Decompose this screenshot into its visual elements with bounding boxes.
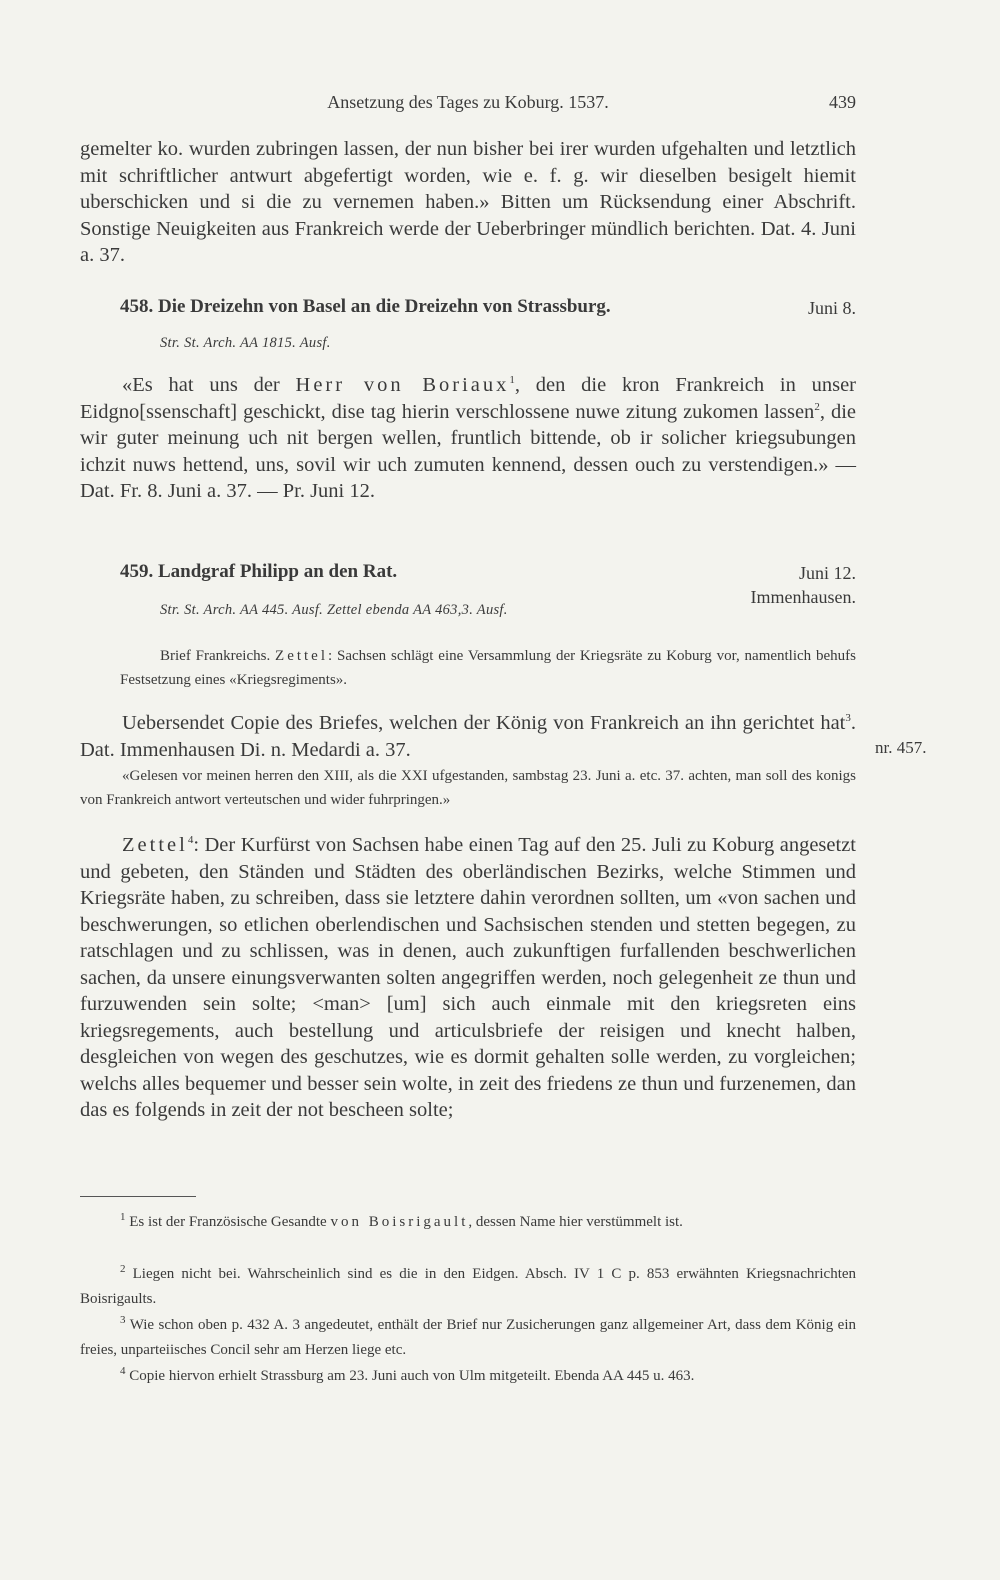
footnote-ref-1: 1 <box>509 374 515 387</box>
regest-start: Brief Frankreichs. <box>160 648 276 664</box>
continued-paragraph <box>80 136 856 269</box>
footnote-1-text-before: Es ist der Französische Gesandte <box>129 1214 331 1230</box>
zettel-body <box>80 832 856 1124</box>
footnote-divider <box>80 1196 196 1197</box>
doc-458-text-mid: , den die kron Frankreich in unser Eidgno[ssenschaft] geschickt, dise tag hierin verschlossene nuwe zitung zukomen lassen <box>80 374 856 423</box>
zettel-label: Zettel <box>122 834 188 856</box>
doc-459-title: 459. Landgraf Philipp an den Rat. <box>120 561 398 582</box>
footnote-1-text-after: , dessen Name hier verstümmelt ist. <box>468 1214 683 1230</box>
doc-458-text <box>80 372 856 505</box>
doc-459-text <box>80 710 856 763</box>
running-title: Ansetzung des Tages zu Koburg. 1537. <box>327 92 609 112</box>
doc-458-text-start: «Es hat uns der <box>122 374 296 396</box>
doc-459-body <box>80 710 856 763</box>
doc-459-text-start: Uebersendet Copie des Briefes, welchen der König von Frankreich an ihn gerichtet hat <box>122 712 846 734</box>
footnote-3 <box>80 1313 856 1363</box>
footnote-2-text: Liegen nicht bei. Wahrscheinlich sind es die in den Eidgen. Absch. IV 1 C p. 853 erwähnten Kriegsnachrichten Boisrigaults. <box>80 1266 857 1307</box>
footnote-1-spaced-name: von Boisrigault <box>330 1214 469 1230</box>
doc-458-heading <box>120 296 856 318</box>
doc-458-person-name: Herr von Boriaux <box>295 374 510 396</box>
zettel-content: : Der Kurfürst von Sachsen habe einen Tag auf den 25. Juli zu Koburg angesetzt und gebeten, den Ständen und Städten des oberländischen Bezirks, welche Stimmen und Kriegsräte haben, zu schreiben, dass sie letztere dahin verordnen sollten, um «von sachen und beschwerungen, so etlichen oberlendischen und Sachsischen stenden und stetten begegen, zu ratschlagen und zu schlissen, was in denen, auch zukunftigen furfallenden beschwerlichen sachen, da unsere einungsverwanten solten angegriffen werden, noch gelegenheit ze thun und furzuwenden sein solte; <man> [um] sich auch einmale mit den kriegsreten eins kriegsregements, auch bestellung und articulsbriefe der reisigen und knecht halben, desgleichen von wegen des geschutzes, wie es dormit gehalten solle werden, zu vorgleichen; welchs alles bequemer und besser sein wolte, in zeit des friedens ze thun und furzenemen, dan das es folgends in zeit der not bescheen solte; <box>80 834 856 1121</box>
doc-458-body <box>80 372 856 505</box>
footnote-1-number: 1 <box>120 1211 126 1223</box>
doc-458-text-end: , die wir guter meinung uch nit bergen wellen, fruntlich bittende, ob ir solicher kriegsubungen ichzit nuws hettend, uns, sovil wir uch zumuten kennend, dessen ouch zu verstendigen.» — Dat. Fr. 8. Juni a. 37. — Pr. Juni 12. <box>80 400 856 502</box>
footnote-4 <box>80 1364 856 1389</box>
doc-459-source: Str. St. Arch. AA 445. Ausf. Zettel ebenda AA 463,3. Ausf. <box>160 602 508 618</box>
footnote-ref-4: 4 <box>187 834 194 847</box>
doc-458-title: 458. Die Dreizehn von Basel an die Dreizehn von Strassburg. <box>120 296 611 317</box>
footnote-3-number: 3 <box>120 1314 126 1326</box>
margin-reference: nr. 457. <box>875 738 927 757</box>
footnote-1 <box>80 1210 856 1235</box>
footnote-3-text: Wie schon oben p. 432 A. 3 angedeutet, enthält der Brief nur Zusicherungen ganz allgemeiner Art, dass dem König ein freies, unparteiisches Concil sehr am Herzen liege etc. <box>80 1317 856 1358</box>
doc-459-regest <box>120 644 856 692</box>
doc-459-date-place <box>751 561 856 609</box>
doc-459-heading <box>120 561 856 607</box>
doc-459-date: Juni 12. <box>798 563 856 583</box>
footnote-4-text: Copie hiervon erhielt Strassburg am 23. Juni auch von Ulm mitgeteilt. Ebenda AA 445 u. 463. <box>129 1368 695 1384</box>
doc-459-text-end: . Dat. Immenhausen Di. n. Medardi a. 37. <box>80 712 856 761</box>
page-number: 439 <box>829 92 856 112</box>
footnote-ref-2: 2 <box>814 400 820 413</box>
doc-459-place: Immenhausen. <box>750 587 856 607</box>
regest-zettel: Zettel <box>275 648 329 664</box>
running-header <box>80 92 856 118</box>
footnote-2-number: 2 <box>120 1263 126 1275</box>
footnote-2 <box>80 1262 856 1312</box>
regest-end: : Sachsen schlägt eine Versammlung der Kriegsräte zu Koburg vor, namentlich behufs Festsetzung eines «Kriegsregiments». <box>120 648 856 688</box>
zettel-text <box>80 832 856 1124</box>
footnote-ref-3: 3 <box>845 712 851 725</box>
reading-note: «Gelesen vor meinen herren den XIII, als die XXI ufgestanden, sambstag 23. Juni a. etc. 37. achten, man soll des konigs von Frankreich antwort verteutschen und wider fuhrpringen.» <box>80 768 856 808</box>
doc-458-date: Juni 8. <box>807 298 856 318</box>
doc-458-source: Str. St. Arch. AA 1815. Ausf. <box>160 335 331 351</box>
footnote-4-number: 4 <box>120 1365 126 1377</box>
continued-paragraph-text: gemelter ko. wurden zubringen lassen, der nun bisher bei irer wurden ufgehalten und letztlich mit schriftlicher antwurt abgefertigt worden, wie e. f. g. wir dieselben besigelt hiemit uberschicken und si die zu vernemen haben.» Bitten um Rücksendung einer Abschrift. Sonstige Neuigkeiten aus Frankreich werde der Ueberbringer mündlich berichten. Dat. 4. Juni a. 37. <box>80 138 856 266</box>
